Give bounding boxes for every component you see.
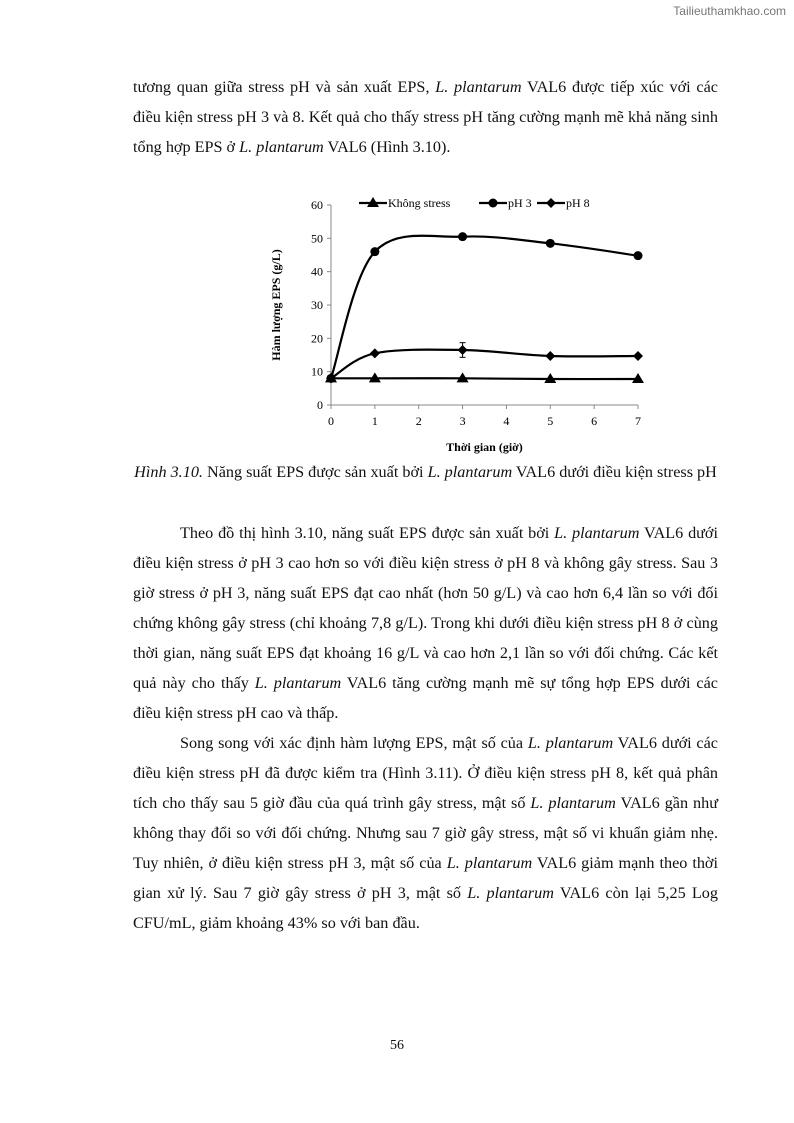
x-axis-label: Thời gian (giờ) bbox=[446, 440, 523, 454]
data-point bbox=[634, 251, 643, 260]
italic-text: L. plantarum bbox=[554, 524, 640, 542]
watermark: Tailieuthamkhao.com bbox=[673, 4, 786, 18]
data-point bbox=[545, 351, 555, 361]
text-segment: VAL6 dưới điều kiện stress ở pH 3 cao hơn so với điều kiện stress ở pH 8 và không gây stress. Sau 3 giờ stress ở pH 3, năng suất EPS đạt cao nhất (hơn 50 g/L) và cao hơn 6,4 lần so với đối chứng không gây stress (chỉ khoảng 7,8 g/L). Trong khi dưới điều kiện stress pH 8 ở cùng thời gian, năng suất EPS đạt khoảng 16 g/L và cao hơn 2,1 lần so với đối chứng. Các kết quả này cho thấy bbox=[133, 524, 718, 692]
paragraph-results bbox=[133, 518, 718, 728]
text-segment: VAL6 được tiếp xúc với các điều kiện stress pH 3 và 8. Kết quả cho thấy stress pH tăng cường mạnh mẽ khả năng sinh tổng hợp EPS ở bbox=[133, 78, 718, 156]
text-segment: Theo đồ thị hình 3.10, năng suất EPS được sản xuất bởi bbox=[180, 524, 555, 542]
y-axis-label: Hàm lượng EPS (g/L) bbox=[269, 249, 283, 361]
eps-chart bbox=[262, 190, 662, 460]
paragraph-intro bbox=[133, 72, 718, 162]
x-tick-label: 1 bbox=[371, 414, 378, 428]
text-segment: VAL6 dưới các điều kiện stress pH đã được kiểm tra (Hình 3.11). Ở điều kiện stress pH 8, kết quả phân tích cho thấy sau 5 giờ đầu của quá trình gây stress, mật số bbox=[133, 734, 718, 812]
data-point bbox=[458, 345, 468, 355]
y-tick-label: 30 bbox=[311, 298, 323, 312]
legend-label: pH 3 bbox=[508, 196, 532, 210]
italic-text: L. plantarum bbox=[530, 794, 616, 812]
text-segment: Song song với xác định hàm lượng EPS, mật số của bbox=[180, 734, 528, 752]
text-segment: tương quan giữa stress pH và sản xuất EPS, bbox=[133, 78, 436, 96]
italic-text: L. plantarum bbox=[435, 78, 522, 96]
y-tick-label: 50 bbox=[311, 231, 323, 246]
text-segment: VAL6 còn lại 5,25 Log CFU/mL, giảm khoảng 43% so với ban đầu. bbox=[133, 884, 718, 932]
italic-text: Hình 3.10. bbox=[134, 463, 203, 481]
y-tick-label: 40 bbox=[311, 264, 323, 279]
legend-label: Không stress bbox=[388, 196, 451, 210]
italic-text: L. plantarum bbox=[254, 674, 342, 692]
y-tick-label: 60 bbox=[311, 198, 323, 212]
y-tick-label: 0 bbox=[317, 398, 323, 412]
data-point bbox=[633, 351, 643, 361]
paragraph-density bbox=[133, 728, 718, 938]
text-segment: VAL6 (Hình 3.10). bbox=[323, 138, 451, 156]
text-segment: VAL6 giảm mạnh theo thời gian xử lý. Sau 7 giờ gây stress ở pH 3, mật số bbox=[133, 854, 718, 902]
page-number: 56 bbox=[390, 1038, 404, 1053]
legend-marker-diamond-icon bbox=[546, 198, 556, 208]
italic-text: L. plantarum bbox=[467, 884, 554, 902]
data-point bbox=[458, 232, 467, 241]
y-tick-label: 20 bbox=[311, 331, 323, 346]
x-tick-label: 2 bbox=[415, 414, 422, 428]
x-tick-label: 7 bbox=[635, 414, 641, 428]
legend-label: pH 8 bbox=[566, 196, 590, 210]
data-point bbox=[546, 239, 555, 248]
italic-text: L. plantarum bbox=[527, 734, 614, 752]
x-tick-label: 0 bbox=[328, 414, 334, 428]
italic-text: L. plantarum bbox=[446, 854, 533, 872]
x-tick-label: 5 bbox=[547, 414, 554, 428]
y-tick-label: 10 bbox=[311, 364, 323, 379]
text-segment: Năng suất EPS được sản xuất bởi bbox=[202, 463, 428, 481]
x-tick-label: 6 bbox=[591, 414, 598, 428]
data-point bbox=[370, 348, 380, 358]
text-segment: VAL6 dưới điều kiện stress pH bbox=[512, 463, 717, 481]
x-tick-label: 3 bbox=[459, 414, 466, 428]
figure-caption bbox=[133, 457, 718, 487]
text-segment: VAL6 gần như không thay đổi so với đối chứng. Nhưng sau 7 giờ gây stress, mật số vi khuẩn giảm nhẹ. Tuy nhiên, ở điều kiện stress pH 3, mật số của bbox=[133, 794, 718, 872]
data-point bbox=[370, 247, 379, 256]
x-tick-label: 4 bbox=[503, 414, 510, 428]
italic-text: L. plantarum bbox=[239, 138, 324, 156]
italic-text: L. plantarum bbox=[427, 463, 513, 481]
text-segment: VAL6 tăng cường mạnh mẽ sự tổng hợp EPS dưới các điều kiện stress pH cao và thấp. bbox=[133, 674, 718, 722]
legend-marker-circle-icon bbox=[489, 199, 498, 208]
